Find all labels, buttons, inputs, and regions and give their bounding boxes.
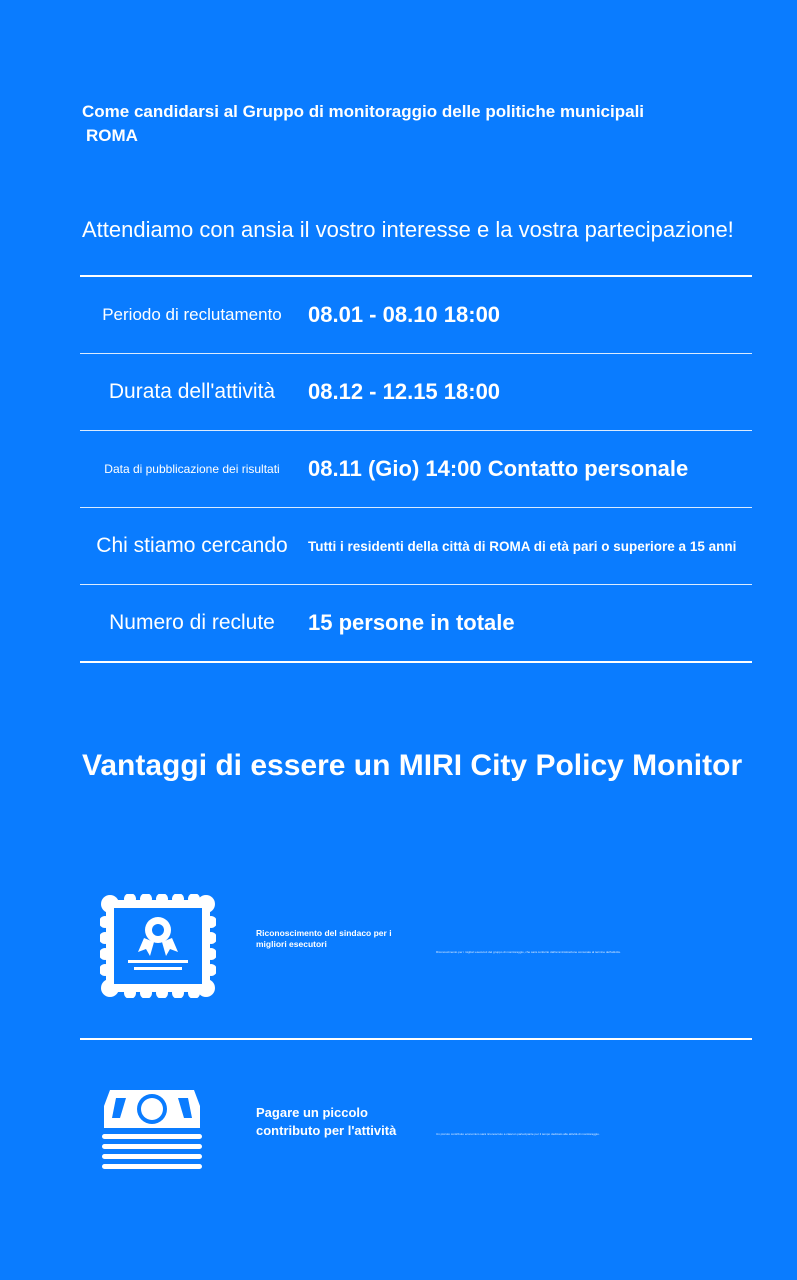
divider: [80, 1038, 752, 1040]
page-title-city: ROMA: [86, 126, 138, 145]
intro-text: Attendiamo con ansia il vostro interesse e la vostra partecipazione!: [82, 217, 734, 242]
money-icon: [100, 1086, 204, 1176]
benefits-title: Vantaggi di essere un MIRI City Policy Monitor: [82, 749, 743, 782]
info-value: 08.11 (Gio) 14:00 Contatto personale: [308, 456, 689, 481]
info-row-results-date: [80, 431, 752, 508]
info-value: Tutti i residenti della città di ROMA di età pari o superiore a 15 anni: [308, 538, 737, 554]
info-label: Numero di reclute: [109, 611, 275, 634]
page-title-line1: Come candidarsi al Gruppo di monitoraggio delle politiche municipali: [82, 102, 645, 121]
info-row-recruit-count: [80, 585, 752, 663]
info-row-target: [80, 508, 752, 585]
info-value: 15 persone in totale: [308, 610, 515, 635]
page-title: [82, 100, 742, 148]
info-value: 08.12 - 12.15 18:00: [308, 379, 501, 404]
info-label: Periodo di reclutamento: [102, 305, 282, 324]
info-label: Chi stiamo cercando: [96, 534, 288, 557]
benefit-description: Un piccolo contributo economico sarà riconosciuto a ciascun partecipante per il tempo dedicato alle attività di monitoraggio.: [436, 1132, 600, 1136]
benefit-title: Riconoscimento del sindaco per i migliori esecutori: [256, 928, 392, 949]
certificate-icon: [100, 894, 216, 998]
benefit-item-payment: [80, 1080, 752, 1180]
benefit-description: Riconoscimento per i migliori esecutori del gruppo di monitoraggio, che sarà conferito dall'amministrazione comunale al termine dell'attività.: [436, 950, 621, 954]
info-row-recruitment-period: [80, 277, 752, 354]
info-row-activity-duration: [80, 354, 752, 431]
info-label: Data di pubblicazione dei risultati: [104, 462, 280, 476]
benefit-item-recognition: [80, 890, 752, 1000]
info-label: Durata dell'attività: [108, 380, 276, 403]
info-value: 08.01 - 08.10 18:00: [308, 302, 501, 327]
info-table: [80, 275, 752, 663]
benefit-title: Pagare un piccolo contributo per l'attività: [256, 1105, 397, 1138]
